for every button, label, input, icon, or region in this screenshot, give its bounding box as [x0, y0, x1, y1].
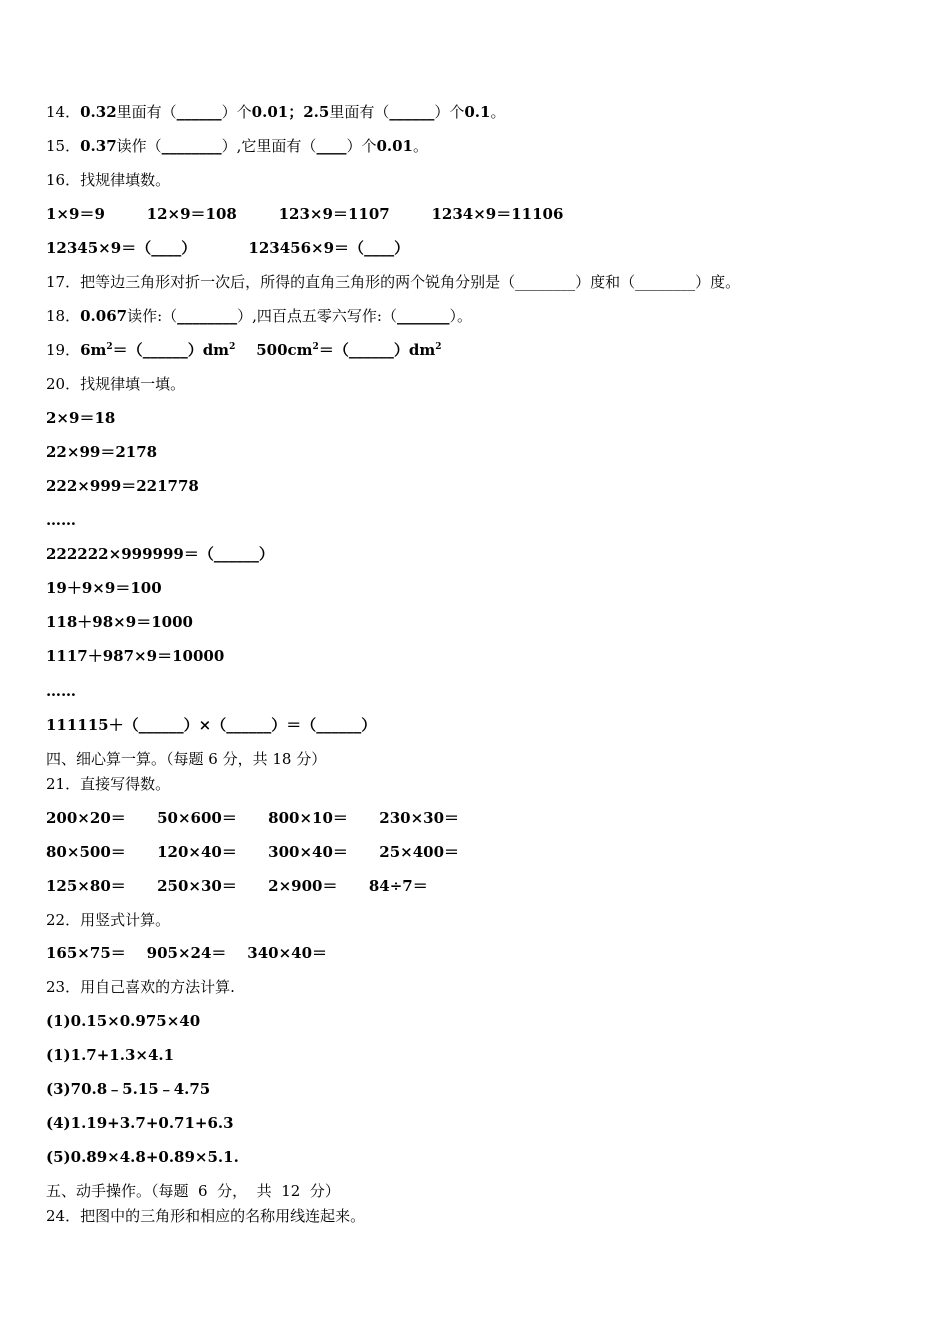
- answer-blank[interactable]: ______: [213, 545, 259, 563]
- q20-row-5: 222222×999999＝（______）: [46, 545, 274, 563]
- section-4-title: 四、细心算一算。（每题 6 分，共 18 分）: [46, 750, 327, 768]
- question-16: 16．找规律填数。: [46, 171, 171, 189]
- q20-row-8: 1117＋987×9＝10000: [46, 647, 225, 665]
- q23-item-5: (5)0.89×4.8+0.89×5.1.: [46, 1148, 239, 1166]
- q23-item-1: (1)0.15×0.975×40: [46, 1012, 201, 1030]
- section-5-title: 五、动手操作。（每题 6 分， 共 12 分）: [46, 1182, 340, 1200]
- question-18: 18．0.067读作:（________）,四百点五零六写作:（_______）。: [46, 307, 472, 325]
- q20-row-6: 19＋9×9＝100: [46, 579, 162, 597]
- q23-item-2: (1)1.7+1.3×4.1: [46, 1046, 175, 1064]
- answer-blank[interactable]: ________: [635, 273, 696, 291]
- q20-ellipsis-2: ……: [46, 682, 76, 700]
- q23-item-3: (3)70.8﹣5.15﹣4.75: [46, 1080, 211, 1098]
- question-20: 20．找规律填一填。: [46, 375, 186, 393]
- q20-ellipsis-1: ……: [46, 511, 76, 529]
- answer-blank[interactable]: ____: [364, 239, 395, 257]
- q21-row-2: 80×500＝ 120×40＝ 300×40＝ 25×400＝: [46, 843, 460, 861]
- question-23: 23．用自己喜欢的方法计算.: [46, 978, 235, 996]
- q16-row-1: 1×9＝9 12×9＝108 123×9＝1107 1234×9＝11106: [46, 205, 564, 223]
- question-24: 24．把图中的三角形和相应的名称用线连起来。: [46, 1207, 366, 1225]
- answer-blank[interactable]: ____: [316, 137, 347, 155]
- answer-blank[interactable]: ______: [142, 341, 188, 359]
- q20-row-3: 222×999＝221778: [46, 477, 199, 495]
- q16-row-2: 12345×9＝（____） 123456×9＝（____）: [46, 239, 410, 257]
- answer-blank[interactable]: ______: [348, 341, 394, 359]
- question-17: 17．把等边三角形对折一次后，所得的直角三角形的两个锐角分别是（________）度和（________）度。: [46, 273, 741, 291]
- answer-blank[interactable]: ________: [161, 137, 222, 155]
- q21-row-1: 200×20＝ 50×600＝ 800×10＝ 230×30＝: [46, 809, 460, 827]
- question-14: 14．0.32里面有（______）个0.01；2.5里面有（______）个0.1。: [46, 103, 506, 121]
- question-22: 22．用竖式计算。: [46, 911, 171, 929]
- question-15: 15．0.37读作（________）,它里面有（____）个0.01。: [46, 137, 429, 155]
- answer-blank[interactable]: ______: [389, 103, 435, 121]
- q22-row-1: 165×75＝ 905×24＝ 340×40＝: [46, 944, 328, 962]
- question-19: 19．$6m^2=(\_\_\_\_\_\_)dm^2$ $500cm^2=(\_\_\_\_\_\_)dm^2$: [46, 341, 442, 359]
- q20-row-10: 111115＋（______）×（______）＝（______）: [46, 716, 377, 734]
- answer-blank[interactable]: ______: [176, 103, 222, 121]
- answer-blank[interactable]: ____: [151, 239, 182, 257]
- q23-item-4: (4)1.19+3.7+0.71+6.3: [46, 1114, 234, 1132]
- question-21: 21．直接写得数。: [46, 775, 171, 793]
- q20-row-1: 2×9＝18: [46, 409, 116, 427]
- answer-blank[interactable]: ________: [515, 273, 576, 291]
- q20-row-2: 22×99＝2178: [46, 443, 158, 461]
- answer-blank[interactable]: _______: [396, 307, 450, 325]
- answer-blank[interactable]: ________: [177, 307, 238, 325]
- q20-row-7: 118＋98×9＝1000: [46, 613, 193, 631]
- q21-row-3: 125×80＝ 250×30＝ 2×900＝ 84÷7＝: [46, 877, 428, 895]
